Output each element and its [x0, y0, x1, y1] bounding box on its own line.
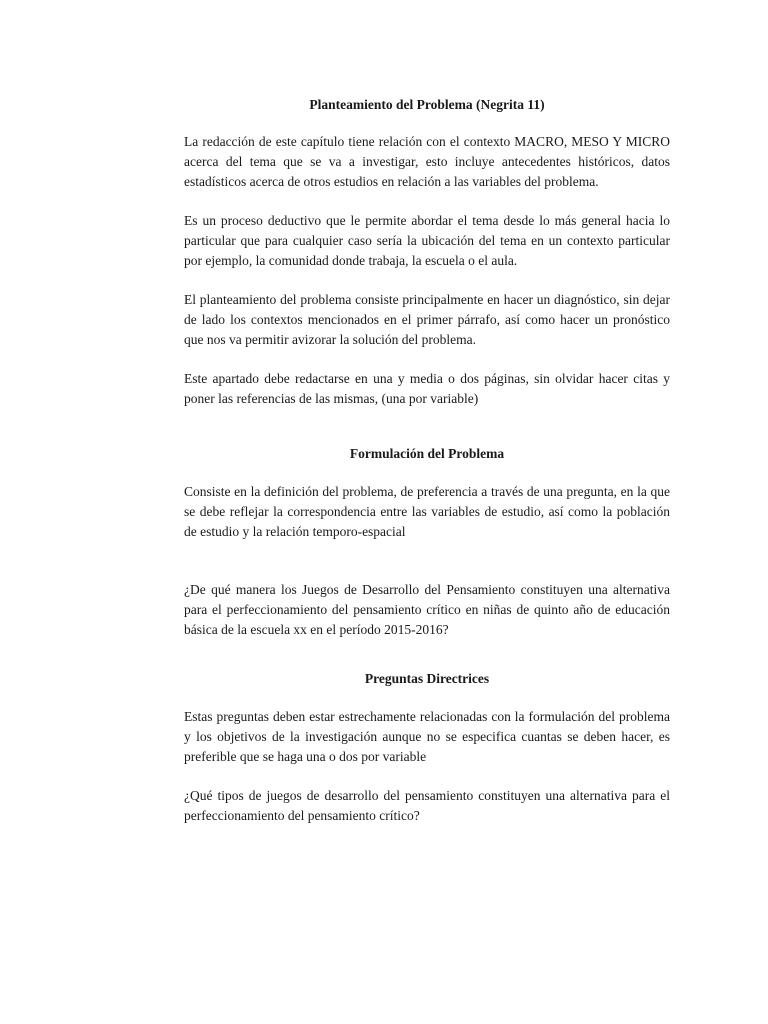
- paragraph-definition: Consiste en la definición del problema, de preferencia a través de una pregunta, en la que se debe reflejar la correspondencia entre las variables de estudio, así como la población de estudio y la relación temporo-espacial: [184, 484, 670, 539]
- page-title: Planteamiento del Problema (Negrita 11): [309, 97, 545, 112]
- spacer: [184, 767, 670, 786]
- paragraph-deductive: Es un proceso deductivo que le permite abordar el tema desde lo más general hacia lo particular que para cualquier caso sería la ubicación del tema en un contexto particular por ejemplo, la comunidad donde trabaja, la escuela o el aula.: [184, 213, 670, 268]
- section-heading-guiding-questions: Preguntas Directrices: [364, 671, 490, 686]
- paragraph-guiding-question: ¿Qué tipos de juegos de desarrollo del pensamiento constituyen una alternativa para el perfeccionamiento del pensamiento crítico?: [184, 788, 670, 823]
- spacer: [184, 409, 670, 445]
- spacer: [184, 542, 670, 580]
- spacer: [184, 640, 670, 670]
- paragraph-context: La redacción de este capítulo tiene relación con el contexto MACRO, MESO Y MICRO acerca del tema que se va a investigar, esto incluye antecedentes históricos, datos estadísticos acerca de otros estudios en relación a las variables del problema.: [184, 134, 670, 189]
- spacer: [184, 192, 670, 211]
- spacer: [184, 688, 670, 707]
- spacer: [184, 271, 670, 290]
- document-body: [184, 96, 670, 826]
- spacer: [184, 350, 670, 369]
- paragraph-length: Este apartado debe redactarse en una y media o dos páginas, sin olvidar hacer citas y poner las referencias de las mismas, (una por variable): [184, 371, 670, 406]
- paragraph-research-question: ¿De qué manera los Juegos de Desarrollo del Pensamiento constituyen una alternativa para el perfeccionamiento del pensamiento crítico en niñas de quinto año de educación básica de la escuela xx en el período 2015-2016?: [184, 582, 670, 637]
- spacer: [184, 463, 670, 482]
- paragraph-guiding-intro: Estas preguntas deben estar estrechamente relacionadas con la formulación del problema y los objetivos de la investigación aunque no se especifica cuantas se deben hacer, es preferible que se haga una o dos por variable: [184, 709, 670, 764]
- section-heading-formulation: Formulación del Problema: [349, 446, 505, 461]
- paragraph-diagnosis: El planteamiento del problema consiste principalmente en hacer un diagnóstico, sin dejar de lado los contextos mencionados en el primer párrafo, así como hacer un pronóstico que nos va permitir avizorar la solución del problema.: [184, 292, 670, 347]
